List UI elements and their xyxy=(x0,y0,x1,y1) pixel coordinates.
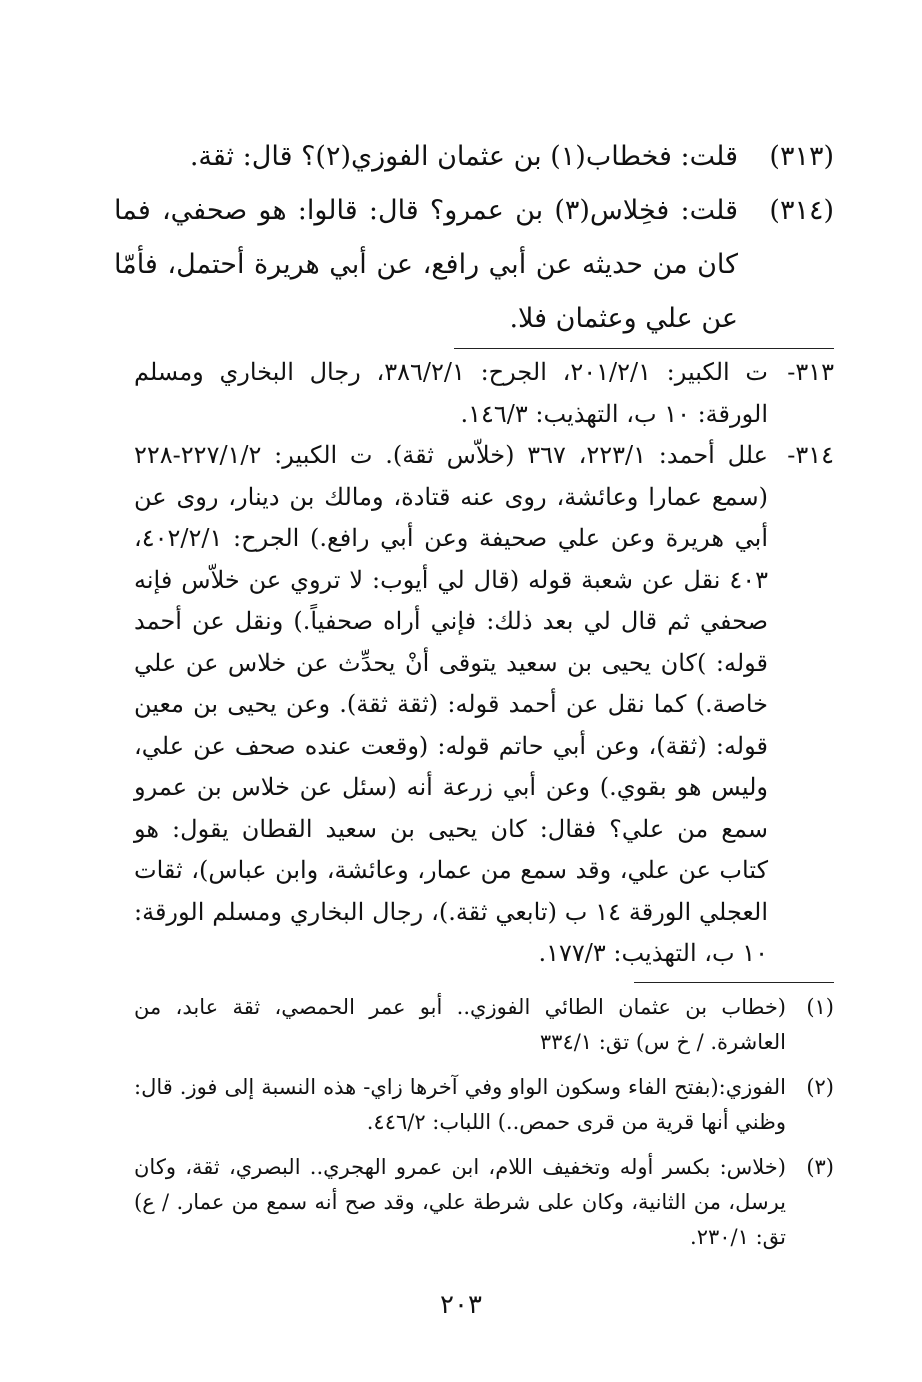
footnote-2 xyxy=(134,1070,834,1140)
page-number: ٢٠٣ xyxy=(440,1290,482,1320)
footnote-text: الفوزي:(بفتح الفاء وسكون الواو وفي آخرها زاي- هذه النسبة إلى فوز. قال: وظني أنها قرية من قرى حمص..) اللباب: ٤٤٦/٢. xyxy=(134,1075,786,1134)
commentary-section xyxy=(134,352,834,975)
footnote-number: (٣) xyxy=(806,1155,834,1179)
entry-number: (٣١٣) xyxy=(769,141,834,172)
main-entry-313 xyxy=(114,130,834,184)
entry-number: (٣١٤) xyxy=(769,195,834,226)
entry-text: قلت: فخطاب(١) بن عثمان الفوزي(٢)؟ قال: ثقة. xyxy=(189,141,738,172)
footnote-divider xyxy=(634,982,834,983)
commentary-text: ت الكبير: ٢٠١/٢/١، الجرح: ٣٨٦/٢/١، رجال البخاري ومسلم الورقة: ١٠ ب، التهذيب: ١٤٦/٣. xyxy=(134,358,769,428)
commentary-entry-313 xyxy=(134,352,834,435)
commentary-text: علل أحمد: ٢٢٣/١، ٣٦٧ (خلاّس ثقة). ت الكبير: ٢٢٧/١/٢-٢٢٨ (سمع عمارا وعائشة، روى عنه قتادة، ومالك بن دينار، روى عن أبي هريرة وعن علي صحيفة وعن أبي رافع.) الجرح: ٤٠٢/٢/١، ٤٠٣ نقل عن شعبة قوله (قال لي أيوب: لا تروي عن خلاّس فإنه صحفي ثم قال لي بعد ذلك: فإني أراه صحفياً.) ونقل عن أحمد قوله: )كان يحيى بن سعيد يتوقى أنْ يحدِّث عن خلاس عن علي خاصة.) كما نقل عن أحمد قوله: (ثقة ثقة). وعن يحيى بن معين قوله: (ثقة)، وعن أبي حاتم قوله: (وقعت عنده صحف عن علي، وليس هو بقوي.) وعن أبي زرعة أنه (سئل عن خلاس بن عمرو سمع من علي؟ فقال: كان يحيى بن سعيد القطان يقول: هو كتاب عن علي، وقد سمع من عمار، وعائشة، وابن عباس)، ثقات العجلي الورقة ١٤ ب (تابعي ثقة.)، رجال البخاري ومسلم الورقة: ١٠ ب، التهذيب: ١٧٧/٣. xyxy=(134,441,769,967)
entry-text: قلت: فخِلاس(٣) بن عمرو؟ قال: قالوا: هو صحفي، فما كان من حديثه عن أبي رافع، عن أبي هريرة أحتمل، فأمّا عن علي وعثمان فلا. xyxy=(114,195,738,334)
main-text xyxy=(114,130,834,346)
footnotes-section xyxy=(134,990,834,1265)
footnote-number: (١) xyxy=(806,995,834,1019)
footnote-3 xyxy=(134,1150,834,1255)
footnote-text: (خلاس: بكسر أوله وتخفيف اللام، ابن عمرو الهجري.. البصري، ثقة، وكان يرسل، من الثانية، وكان على شرطة علي، وقد صح أنه سمع من عمار. / ع) تق: ٢٣٠/١. xyxy=(134,1155,786,1249)
commentary-divider xyxy=(454,348,834,349)
commentary-entry-314 xyxy=(134,435,834,975)
footnote-text: (خطاب بن عثمان الطائي الفوزي.. أبو عمر الحمصي، ثقة عابد، من العاشرة. / خ س) تق: ٣٣٤/١ xyxy=(134,995,786,1054)
commentary-number: ٣١٤- xyxy=(787,441,834,469)
footnote-1 xyxy=(134,990,834,1060)
footnote-number: (٢) xyxy=(806,1075,834,1099)
main-entry-314 xyxy=(114,184,834,346)
commentary-number: ٣١٣- xyxy=(787,358,834,386)
